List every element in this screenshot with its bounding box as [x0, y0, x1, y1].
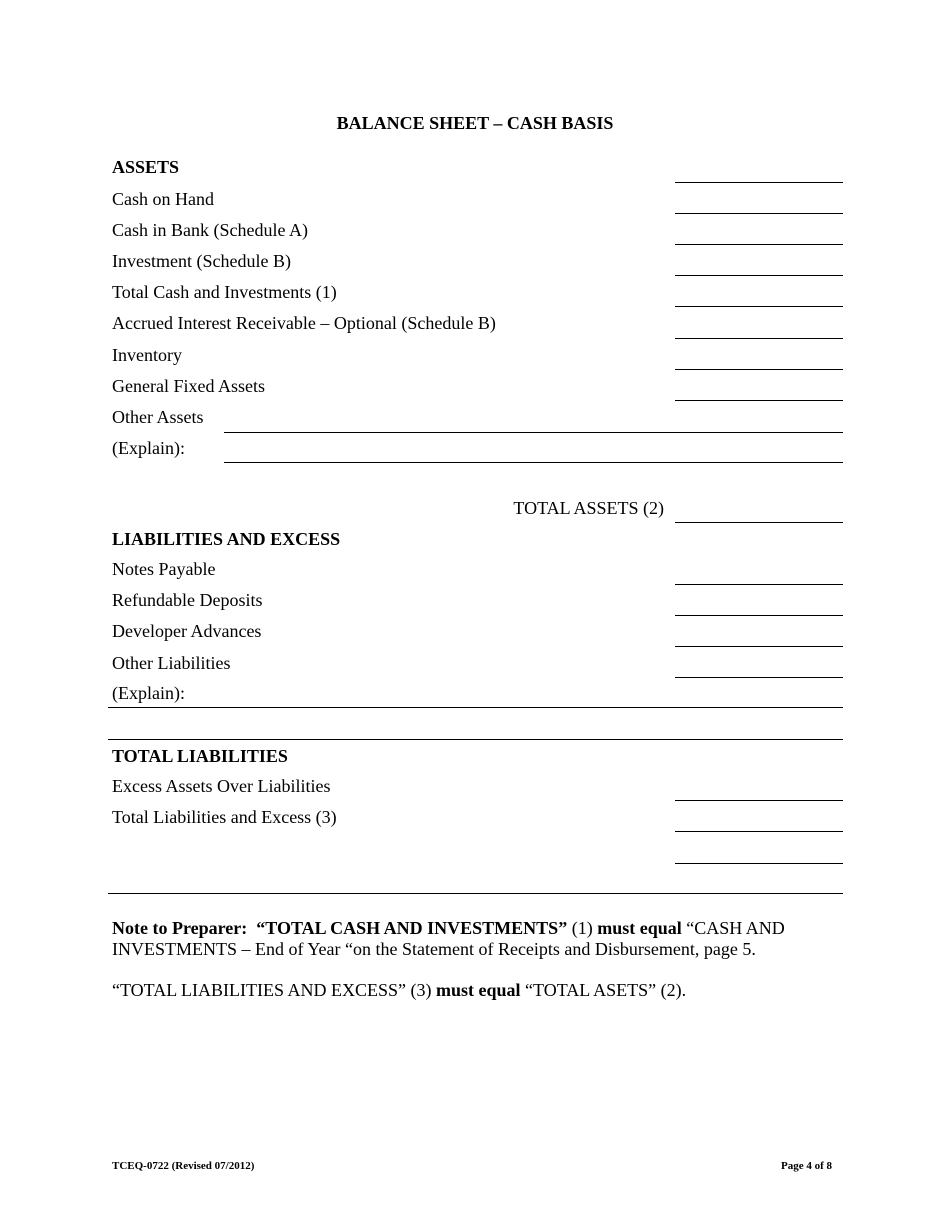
label-assets-explain: (Explain):	[112, 438, 185, 458]
liabilities-heading: LIABILITIES AND EXCESS	[112, 529, 341, 549]
page-title: BALANCE SHEET – CASH BASIS	[336, 113, 614, 133]
answer-line-other-assets[interactable]	[675, 400, 843, 401]
answer-line-inventory[interactable]	[675, 338, 843, 339]
total-liabilities-heading: TOTAL LIABILITIES	[112, 746, 288, 766]
answer-line-developer-advances[interactable]	[675, 646, 843, 647]
label-cash-on-hand: Cash on Hand	[112, 189, 214, 209]
label-liabilities-explain: (Explain):	[112, 683, 185, 703]
answer-line-total-cash-investments[interactable]	[675, 275, 843, 276]
answer-line-refundable-deposits[interactable]	[675, 615, 843, 616]
answer-line-investment[interactable]	[675, 244, 843, 245]
answer-line-total-liabilities[interactable]	[675, 800, 843, 801]
label-inventory: Inventory	[112, 345, 182, 365]
answer-line-cash-on-hand[interactable]	[675, 182, 843, 183]
label-notes-payable: Notes Payable	[112, 559, 216, 579]
answer-line-total-assets[interactable]	[675, 522, 843, 523]
label-refundable-deposits: Refundable Deposits	[112, 590, 263, 610]
note-total-cash-ref: “TOTAL CASH AND INVESTMENTS”	[256, 918, 568, 938]
note-label: Note to Preparer:	[112, 918, 248, 938]
answer-line-accrued-interest[interactable]	[675, 306, 843, 307]
answer-line-general-fixed-assets[interactable]	[675, 369, 843, 370]
note-paragraph-2	[112, 980, 847, 1001]
page-number: Page 4 of 8	[780, 1160, 832, 1172]
label-total-assets: TOTAL ASSETS (2)	[513, 498, 664, 518]
note-must-equal-1: must equal	[597, 918, 682, 938]
label-total-cash-investments: Total Cash and Investments (1)	[112, 282, 337, 302]
explain-line-assets-1[interactable]	[224, 432, 843, 433]
assets-heading: ASSETS	[112, 157, 180, 177]
label-other-liabilities: Other Liabilities	[112, 653, 231, 673]
label-general-fixed-assets: General Fixed Assets	[112, 376, 265, 396]
label-cash-in-bank: Cash in Bank (Schedule A)	[112, 220, 308, 240]
explain-line-liabilities-1[interactable]	[108, 707, 843, 708]
note-total-liabilities-ref: “TOTAL LIABILITIES AND EXCESS” (3)	[112, 980, 437, 1000]
label-other-assets: Other Assets	[112, 407, 204, 427]
answer-line-excess-assets[interactable]	[675, 831, 843, 832]
explain-line-liabilities-2[interactable]	[108, 739, 843, 740]
label-excess-assets: Excess Assets Over Liabilities	[112, 776, 331, 796]
note-must-equal-2: must equal	[436, 980, 521, 1000]
note-total-assets-ref: “TOTAL ASETS” (2).	[520, 980, 687, 1000]
label-accrued-interest: Accrued Interest Receivable – Optional (Schedule B)	[112, 313, 496, 333]
label-investment: Investment (Schedule B)	[112, 251, 291, 271]
note-ref-1: (1)	[567, 918, 598, 938]
note-cash-end-of-year: “CASH AND INVESTMENTS – End of Year “on the Statement of Receipts and Disbursement, page 5.	[112, 918, 785, 959]
answer-line-total-liabilities-excess[interactable]	[675, 863, 843, 864]
explain-line-assets-2[interactable]	[224, 462, 843, 463]
answer-line-cash-in-bank[interactable]	[675, 213, 843, 214]
label-total-liabilities-excess: Total Liabilities and Excess (3)	[112, 807, 337, 827]
label-developer-advances: Developer Advances	[112, 621, 262, 641]
section-divider	[108, 893, 843, 894]
answer-line-notes-payable[interactable]	[675, 584, 843, 585]
answer-line-other-liabilities[interactable]	[675, 677, 843, 678]
form-id: TCEQ-0722 (Revised 07/2012)	[112, 1160, 255, 1172]
note-paragraph-1	[112, 918, 847, 960]
